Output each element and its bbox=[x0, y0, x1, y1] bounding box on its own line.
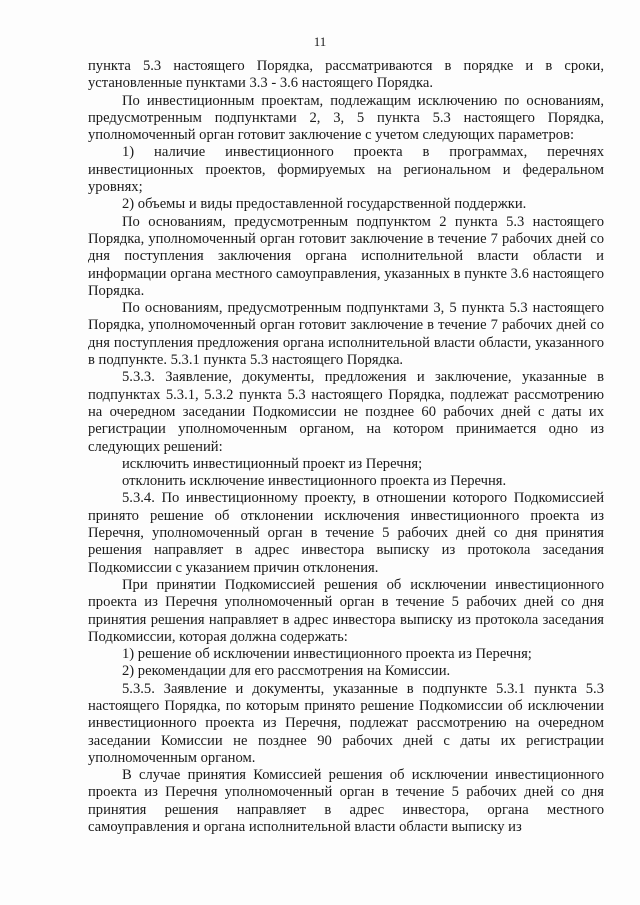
paragraph: пункта 5.3 настоящего Порядка, рассматриваются в порядке и в сроки, установленные пунктами 3.3 - 3.6 настоящего Порядка. bbox=[88, 58, 604, 92]
paragraph: отклонить исключение инвестиционного проекта из Перечня. bbox=[122, 473, 507, 490]
paragraph: По инвестиционным проектам, подлежащим исключению по основаниям, предусмотренным подпунктами 2, 3, 5 пункта 5.3 настоящего Порядка, уполномоченный орган готовит заключение с учетом следующих параметров: bbox=[88, 92, 604, 144]
paragraph: В случае принятия Комиссией решения об исключении инвестиционного проекта из Перечня уполномоченный орган в течение 5 рабочих дней со дня принятия решения направляет в адрес инвестора, органа местного самоуправления и органа исполнительной власти области выписку из bbox=[88, 767, 604, 836]
paragraph: По основаниям, предусмотренным подпунктом 2 пункта 5.3 настоящего Порядка, уполномоченный орган готовит заключение в течение 7 рабочих дней со дня поступления заключения органа исполнительной власти области и информации органа местного самоуправления, указанных в пункте 3.6 настоящего Порядка. bbox=[88, 213, 604, 299]
paragraph: 5.3.5. Заявление и документы, указанные в подпункте 5.3.1 пункта 5.3 настоящего Порядка, по которым принято решение Подкомиссии об исключении инвестиционного проекта из Перечня, подлежат рассмотрению на очередном заседании Комиссии не позднее 90 рабочих дней с даты их регистрации уполномоченным органом. bbox=[88, 680, 604, 766]
paragraph: 5.3.4. По инвестиционному проекту, в отношении которого Подкомиссией принято решение об отклонении исключения инвестиционного проекта из Перечня, уполномоченный орган в течение 5 рабочих дней со дня принятия решения направляет в адрес инвестора выписку из протокола заседания Подкомиссии с указанием причин отклонения. bbox=[88, 490, 604, 576]
paragraph: 2) рекомендации для его рассмотрения на Комиссии. bbox=[122, 663, 451, 680]
paragraph: 2) объемы и виды предоставленной государственной поддержки. bbox=[122, 196, 527, 213]
paragraph: При принятии Подкомиссией решения об исключении инвестиционного проекта из Перечня уполномоченный орган в течение 5 рабочих дней со дня принятия решения направляет в адрес инвестора выписку из протокола заседания Подкомиссии, которая должна содержать: bbox=[88, 576, 604, 645]
page-number: 11 bbox=[313, 34, 327, 49]
document-body bbox=[88, 58, 604, 836]
paragraph: 5.3.3. Заявление, документы, предложения и заключение, указанные в подпунктах 5.3.1, 5.3.2 пункта 5.3 настоящего Порядка, подлежат рассмотрению на очередном заседании Подкомиссии не позднее 60 рабочих дней с даты их регистрации уполномоченным органом, на котором принимается одно из следующих решений: bbox=[88, 369, 604, 455]
paragraph: По основаниям, предусмотренным подпунктами 3, 5 пункта 5.3 настоящего Порядка, уполномоченный орган готовит заключение в течение 7 рабочих дней со дня поступления предложения органа исполнительной власти области, указанного в подпункте. 5.3.1 пункта 5.3 настоящего Порядка. bbox=[88, 300, 604, 369]
paragraph: 1) наличие инвестиционного проекта в программах, перечнях инвестиционных проектов, формируемых на региональном и федеральном уровнях; bbox=[88, 144, 604, 196]
paragraph: исключить инвестиционный проект из Перечня; bbox=[122, 455, 423, 472]
paragraph: 1) решение об исключении инвестиционного проекта из Перечня; bbox=[122, 646, 532, 663]
